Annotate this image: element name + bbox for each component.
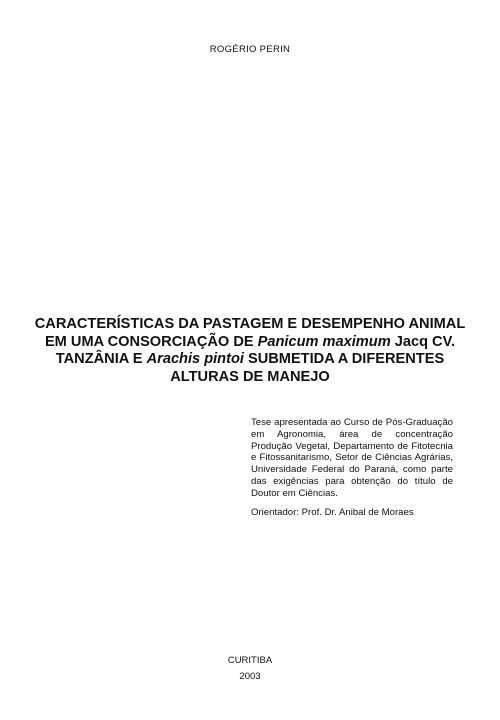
title-line-2a: EM UMA CONSORCIAÇÃO DE (44, 333, 258, 350)
advisor-line: Orientador: Prof. Dr. Anibal de Moraes (251, 507, 414, 518)
title-line-2b: Jacq CV. (390, 333, 456, 350)
thesis-title (30, 316, 470, 386)
title-line-4: ALTURAS DE MANEJO (170, 368, 330, 385)
thesis-description: Tese apresentada ao Curso de Pós-Graduação em Agronomia, área de concentração Produção Vegetal, Departamento de Fitotecnia e Fitossanitarismo, Setor de Ciências Agrárias, Universidade Federal do Paraná, como parte das exigências para obtenção do título de Doutor em Ciências. (251, 417, 453, 499)
title-line-3b: SUBMETIDA A DIFERENTES (243, 351, 445, 367)
title-line-3a: TANZÂNIA E (55, 351, 147, 367)
author-name: ROGÉRIO PERIN (209, 44, 291, 55)
year: 2003 (239, 671, 261, 682)
title-species-arachis: Arachis pintoi (146, 351, 244, 367)
title-species-panicum: Panicum maximum (257, 333, 391, 350)
title-line-1: CARACTERÍSTICAS DA PASTAGEM E DESEMPENHO ANIMAL (34, 316, 466, 332)
city: CURITIBA (227, 655, 273, 666)
